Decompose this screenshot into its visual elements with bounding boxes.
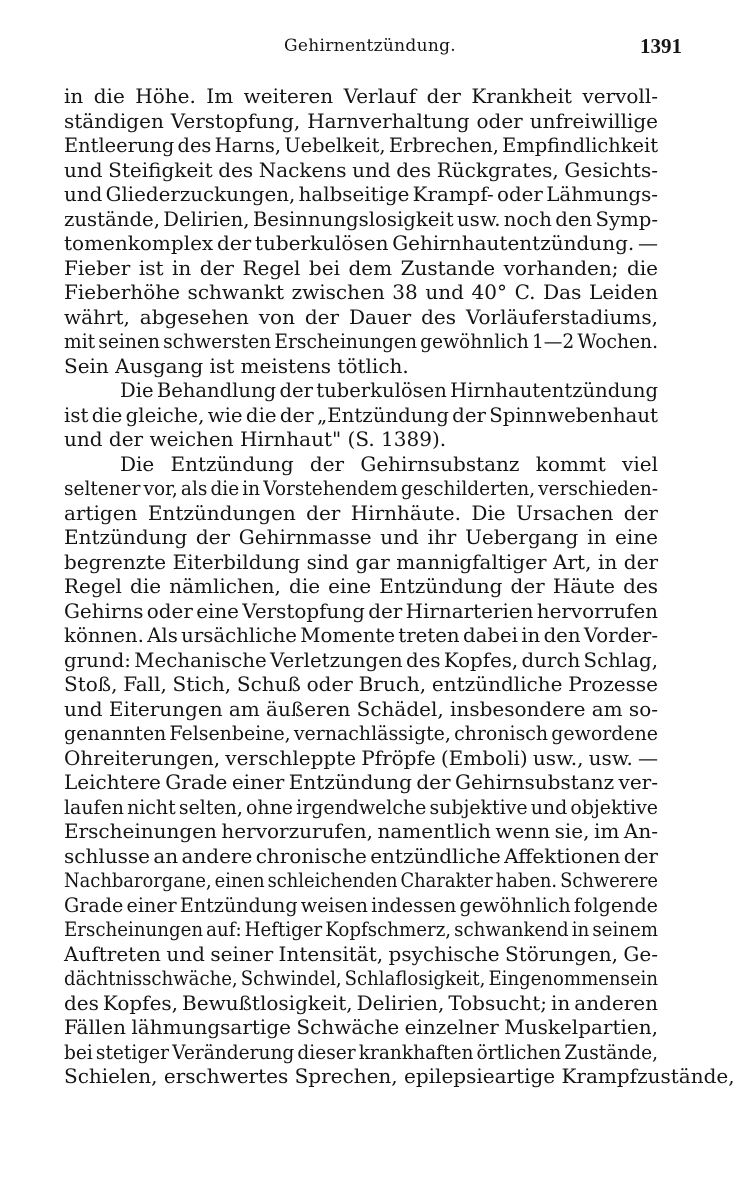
text-line: Die Entzündung der Gehirnsubstanz kommt viel: [120, 451, 658, 476]
text-line: begrenzte Eiterbildung sind gar mannigfaltiger Art, in der: [64, 549, 658, 574]
page-header: [62, 34, 682, 66]
text-line: in die Höhe. Im weiteren Verlauf der Krankheit vervoll-: [64, 84, 658, 108]
text-line: Erscheinungen auf: Heftiger Kopfschmerz, schwankend in seinem: [64, 917, 658, 941]
text-line: Regel die nämlichen, die eine Entzündung der Häute des: [64, 574, 658, 598]
text-line: mit seinen schwersten Erscheinungen gewöhnlich 1—2 Wochen.: [64, 329, 658, 353]
text-line: und Eiterungen am äußeren Schädel, insbesondere am so-: [64, 696, 658, 721]
text-line: Stoß, Fall, Stich, Schuß oder Bruch, entzündliche Prozesse: [64, 672, 658, 696]
text-line: und Gliederzuckungen, halbseitige Krampf- oder Lähmungs-: [64, 182, 658, 206]
text-line: Fällen lähmungsartige Schwäche einzelner Muskelpartien,: [64, 1015, 658, 1039]
page-number: 1391: [640, 34, 682, 58]
text-line: Fieber ist in der Regel bei dem Zustande vorhanden; die: [64, 255, 658, 280]
text-line: dächtnisschwäche, Schwindel, Schlaflosigkeit, Eingenommensein: [64, 966, 658, 990]
text-line: Schielen, erschwertes Sprechen, epilepsieartige Krampfzustände,: [64, 1064, 735, 1088]
text-line: Entzündung der Gehirnmasse und ihr Uebergang in eine: [64, 525, 658, 549]
text-line: Fieberhöhe schwankt zwischen 38 und 40° C. Das Leiden: [64, 280, 658, 304]
text-line: bei stetiger Veränderung dieser krankhaften örtlichen Zustände,: [64, 1039, 658, 1064]
text-line: und Steifigkeit des Nackens und des Rückgrates, Gesichts-: [64, 157, 658, 182]
text-line: artigen Entzündungen der Hirnhäute. Die Ursachen der: [64, 500, 658, 525]
text-line: Grade einer Entzündung weisen indessen gewöhnlich folgende: [64, 892, 658, 917]
text-line: Entleerung des Harns, Uebelkeit, Erbrechen, Empfindlichkeit: [64, 133, 658, 157]
text-line: schlusse an andere chronische entzündliche Affektionen der: [64, 843, 658, 868]
text-line: tomenkomplex der tuberkulösen Gehirnhautentzündung. —: [64, 231, 658, 255]
text-line: seltener vor, als die in Vorstehendem geschilderten, verschieden-: [64, 476, 658, 500]
text-line: genannten Felsenbeine, vernachlässigte, chronisch gewordene: [64, 721, 658, 745]
text-line: ist die gleiche, wie die der „Entzündung der Spinnwebenhaut: [64, 402, 658, 427]
text-line: Leichtere Grade einer Entzündung der Gehirnsubstanz ver-: [64, 770, 658, 794]
text-line: Gehirns oder eine Verstopfung der Hirnarterien hervorrufen: [64, 598, 658, 623]
text-line: Erscheinungen hervorzurufen, namentlich wenn sie, im An-: [64, 819, 658, 843]
text-line: Die Behandlung der tuberkulösen Hirnhautentzündung: [120, 378, 658, 402]
text-line: Auftreten und seiner Intensität, psychische Störungen, Ge-: [64, 941, 658, 966]
text-line: und der weichen Hirnhaut" (S. 1389).: [64, 427, 447, 451]
text-line: Ohreiterungen, verschleppte Pfröpfe (Emboli) usw., usw. —: [64, 745, 658, 770]
running-title: Gehirnentzündung.: [284, 36, 456, 56]
body-text: [64, 84, 735, 1089]
text-line: laufen nicht selten, ohne irgendwelche subjektive und objektive: [64, 794, 658, 819]
text-line: Sein Ausgang ist meistens tötlich.: [64, 353, 409, 378]
text-line: Nachbarorgane, einen schleichenden Charakter haben. Schwerere: [64, 868, 658, 892]
text-line: grund: Mechanische Verletzungen des Kopfes, durch Schlag,: [64, 647, 658, 672]
text-line: ständigen Verstopfung, Harnverhaltung oder unfreiwillige: [64, 108, 658, 133]
text-line: währt, abgesehen von der Dauer des Vorläuferstadiums,: [64, 304, 658, 329]
text-line: des Kopfes, Bewußtlosigkeit, Delirien, Tobsucht; in anderen: [64, 990, 658, 1015]
text-line: zustände, Delirien, Besinnungslosigkeit usw. noch den Symp-: [64, 206, 658, 231]
text-line: können. Als ursächliche Momente treten dabei in den Vorder-: [64, 623, 658, 647]
